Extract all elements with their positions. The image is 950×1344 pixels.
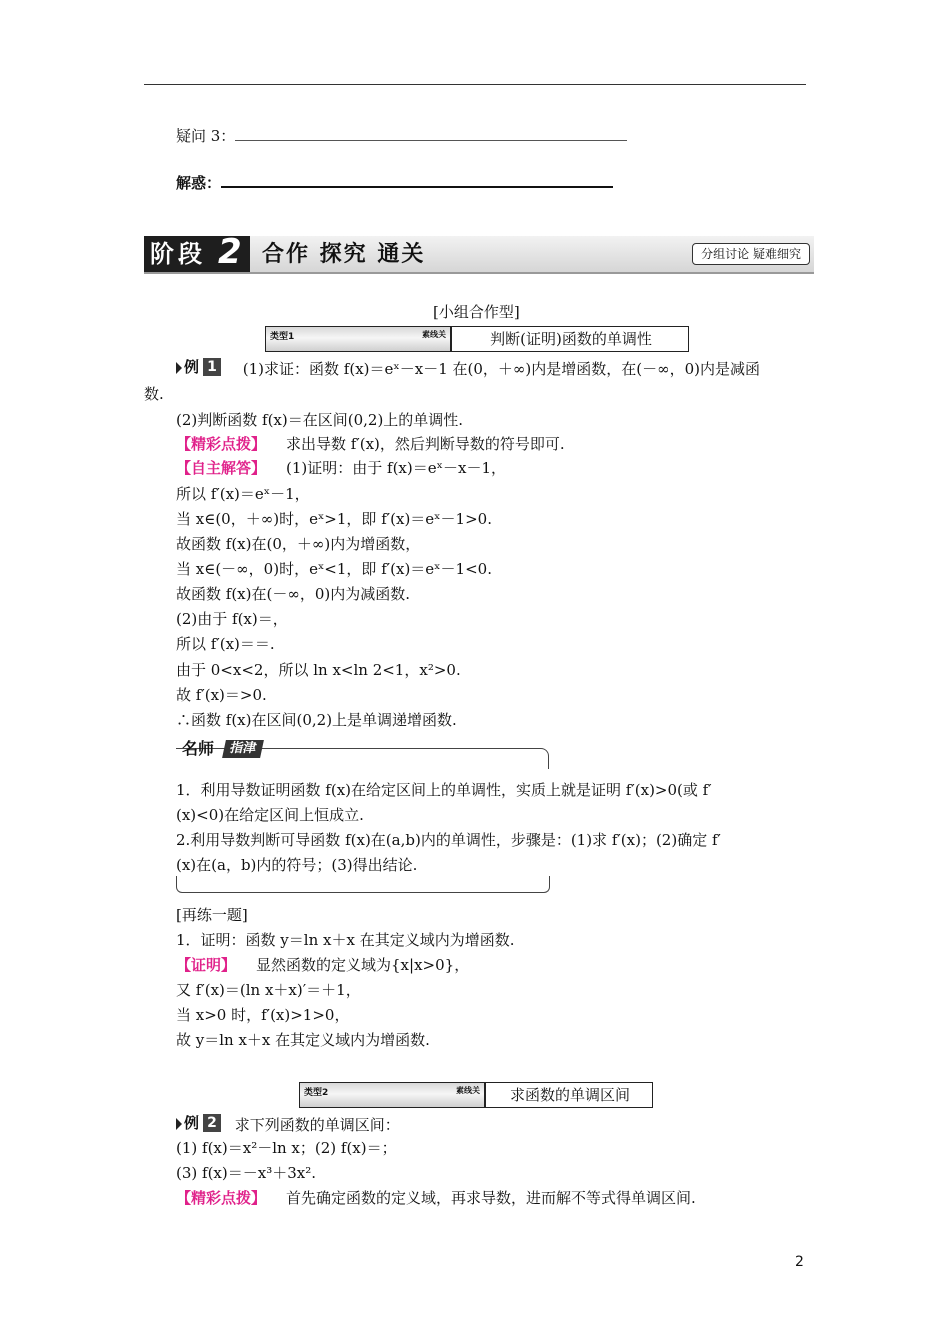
solution-line: 所以 f′(x)＝＝.: [176, 635, 275, 653]
tutor-label-a: 名师: [182, 739, 215, 758]
example1-solution-start: [176, 458, 506, 478]
example2-question: 求下列函数的单调区间：: [234, 1116, 400, 1134]
type1-bar: [266, 327, 452, 351]
doubt-3-blank[interactable]: [235, 124, 627, 141]
example1-q2: (2)判断函数 f(x)＝在区间(0,2)上的单调性.: [176, 411, 464, 429]
hint2-text: 首先确定函数的定义域，再求导数，进而解不等式得单调区间.: [286, 1189, 696, 1207]
practice-proof-start: [176, 955, 469, 975]
tutor-label: [182, 738, 282, 760]
doubt-3-label: 疑问 3：: [176, 127, 236, 145]
type2-header: [299, 1082, 653, 1108]
proof-start-text: 显然函数的定义域为{x|x>0}，: [256, 956, 470, 974]
stage-title: 合作 探究 通关: [262, 241, 426, 267]
solution-line: 故 f′(x)＝>0.: [176, 686, 267, 704]
tutor-p1a: 1．利用导数证明函数 f(x)在给定区间上的单调性，实质上就是证明 f′(x)>0(或 f′: [176, 781, 712, 799]
tutor-p2b: (x)在(a，b)内的符号；(3)得出结论.: [176, 856, 418, 874]
tutor-label-b: 指津: [222, 740, 264, 758]
triangle-icon: [176, 362, 182, 374]
proof-line: 又 f′(x)＝(ln x＋x)′＝＋1，: [176, 981, 361, 999]
hint-text: 求出导数 f′(x)，然后判断导数的符号即可.: [286, 435, 565, 453]
practice-question: 1．证明：函数 y＝ln x＋x 在其定义域内为增函数.: [176, 931, 515, 949]
solution-line: 故函数 f(x)在(－∞，0)内为减函数.: [176, 585, 410, 603]
type2-bar: [300, 1083, 486, 1107]
proof-label: 【证明】: [176, 956, 237, 974]
solution-line: 当 x∈(0，＋∞)时，eˣ>1，即 f′(x)＝eˣ－1>0.: [176, 510, 492, 528]
type1-header: [265, 326, 689, 352]
stage-label: 阶段: [150, 240, 206, 268]
stage-tag: 分组讨论 疑难细究: [692, 243, 810, 265]
stage-number: 2: [218, 232, 242, 272]
example1-q1b: 数.: [144, 385, 164, 403]
example1-hint: [176, 434, 565, 454]
example1-badge: 例 1: [176, 358, 222, 376]
tutor-p1b: (x)<0)在给定区间上恒成立.: [176, 806, 364, 824]
type1-title: 判断(证明)函数的单调性: [490, 330, 652, 348]
example1-q1: [176, 358, 760, 379]
tutor-frame-bottom: [176, 876, 550, 893]
stage-block: [144, 232, 250, 272]
type1-mark: 素线关: [422, 329, 446, 339]
example2-l2: (3) f(x)＝－x³＋3x².: [176, 1164, 316, 1182]
type2-mark: 素线关: [456, 1085, 480, 1095]
solution-line: 由于 0<x<2，所以 ln x<ln 2<1，x²>0.: [176, 661, 461, 679]
solution-line: ∴函数 f(x)在区间(0,2)上是单调递增函数.: [176, 711, 457, 729]
solution-start-text: (1)证明：由于 f(x)＝eˣ－x－1，: [286, 459, 506, 477]
hint2-label: 【精彩点拨】: [176, 1189, 267, 1207]
example2-hint: [176, 1188, 696, 1208]
practice-label: [再练一题]: [176, 906, 248, 924]
triangle-icon: [176, 1118, 182, 1130]
type1-tag: 类型1: [270, 332, 295, 342]
solution-line: 故函数 f(x)在(0，＋∞)内为增函数，: [176, 535, 421, 553]
jiehuo-row: [176, 170, 613, 193]
solution-label: 【自主解答】: [176, 459, 267, 477]
stage-banner: [144, 232, 814, 274]
proof-line: 故 y＝ln x＋x 在其定义域内为增函数.: [176, 1031, 430, 1049]
example2-q: [176, 1114, 400, 1135]
jiehuo-label: 解惑：: [176, 174, 222, 192]
example2-l1: (1) f(x)＝x²－ln x；(2) f(x)＝；: [176, 1139, 397, 1157]
example2-badge: 例 2: [176, 1114, 222, 1132]
top-rule: [144, 84, 806, 85]
doubt-3-row: [176, 124, 627, 146]
solution-line: 所以 f′(x)＝eˣ－1，: [176, 485, 310, 503]
jiehuo-blank[interactable]: [221, 170, 613, 188]
group-type-label: [小组合作型]: [433, 303, 520, 321]
type2-title: 求函数的单调区间: [509, 1086, 630, 1104]
solution-line: 当 x∈(－∞，0)时，eˣ<1，即 f′(x)＝eˣ－1<0.: [176, 560, 492, 578]
solution-line: (2)由于 f(x)＝，: [176, 610, 288, 628]
type2-tag: 类型2: [304, 1088, 329, 1098]
hint-label: 【精彩点拨】: [176, 435, 267, 453]
tutor-p2a: 2.利用导数判断可导函数 f(x)在(a,b)内的单调性，步骤是：(1)求 f′(x)；(2)确定 f′: [176, 831, 721, 849]
proof-line: 当 x>0 时，f′(x)>1>0，: [176, 1006, 350, 1024]
page-number: 2: [795, 1254, 804, 1270]
example1-q1a: (1)求证：函数 f(x)＝eˣ－x－1 在(0，＋∞)内是增函数，在(－∞，0)内是减函: [242, 360, 761, 378]
